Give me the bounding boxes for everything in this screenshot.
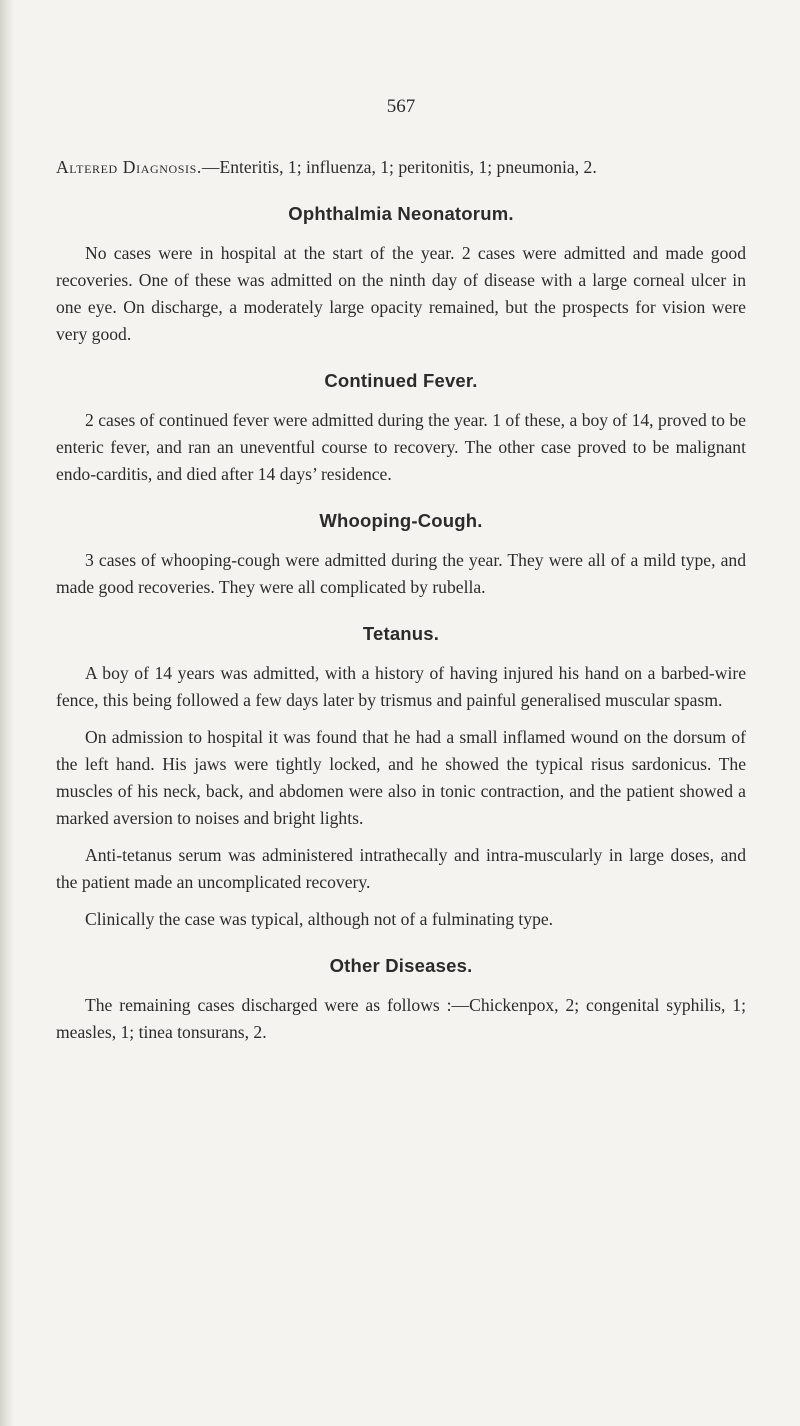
page-edge-shadow [0,0,14,1426]
altered-diagnosis-text: —Enteritis, 1; influenza, 1; peritonitis, 1; pneumonia, 2. [201,157,597,177]
heading-continued-fever: Continued Fever. [324,370,478,391]
tetanus-paragraph-3: Anti-tetanus serum was administered intrathecally and intra-muscularly in large doses, and the patient made an uncomplicated recovery. [56,845,746,892]
other-diseases-paragraph: The remaining cases discharged were as follows :—Chickenpox, 2; congenital syphilis, 1; measles, 1; tinea tonsurans, 2. [56,995,746,1042]
heading-other-diseases: Other Diseases. [329,955,473,976]
document-page [56,96,746,1046]
ophthalmia-paragraph: No cases were in hospital at the start of the year. 2 cases were admitted and made good recoveries. One of these was admitted on the ninth day of disease with a large corneal ulcer in one eye. On discharge, a moderately large opacity remained, but the prospects for vision were very good. [56,243,746,344]
continued-fever-paragraph: 2 cases of continued fever were admitted during the year. 1 of these, a boy of 14, proved to be enteric fever, and ran an uneventful course to recovery. The other case proved to be malignant endo-carditis, and died after 14 days’ residence. [56,410,746,484]
whooping-cough-paragraph: 3 cases of whooping-cough were admitted during the year. They were all of a mild type, and made good recoveries. They were all complicated by rubella. [56,550,746,597]
heading-tetanus: Tetanus. [362,623,440,644]
tetanus-paragraph-4: Clinically the case was typical, although not of a fulminating type. [85,909,554,929]
page-number: 567 [386,96,416,117]
heading-whooping-cough: Whooping-Cough. [319,510,483,531]
heading-ophthalmia: Ophthalmia Neonatorum. [288,203,514,224]
tetanus-paragraph-1: A boy of 14 years was admitted, with a history of having injured his hand on a barbed-wire fence, this being followed a few days later by trismus and painful generalised muscular spasm. [56,663,746,710]
tetanus-paragraph-2: On admission to hospital it was found that he had a small inflamed wound on the dorsum of the left hand. His jaws were tightly locked, and he showed the typical risus sardonicus. The muscles of his neck, back, and abdomen were also in tonic contraction, and the patient showed a marked aversion to noises and bright lights. [56,727,746,828]
altered-diagnosis-paragraph [56,154,746,181]
altered-diagnosis-label: Altered Diagnosis. [56,157,202,177]
